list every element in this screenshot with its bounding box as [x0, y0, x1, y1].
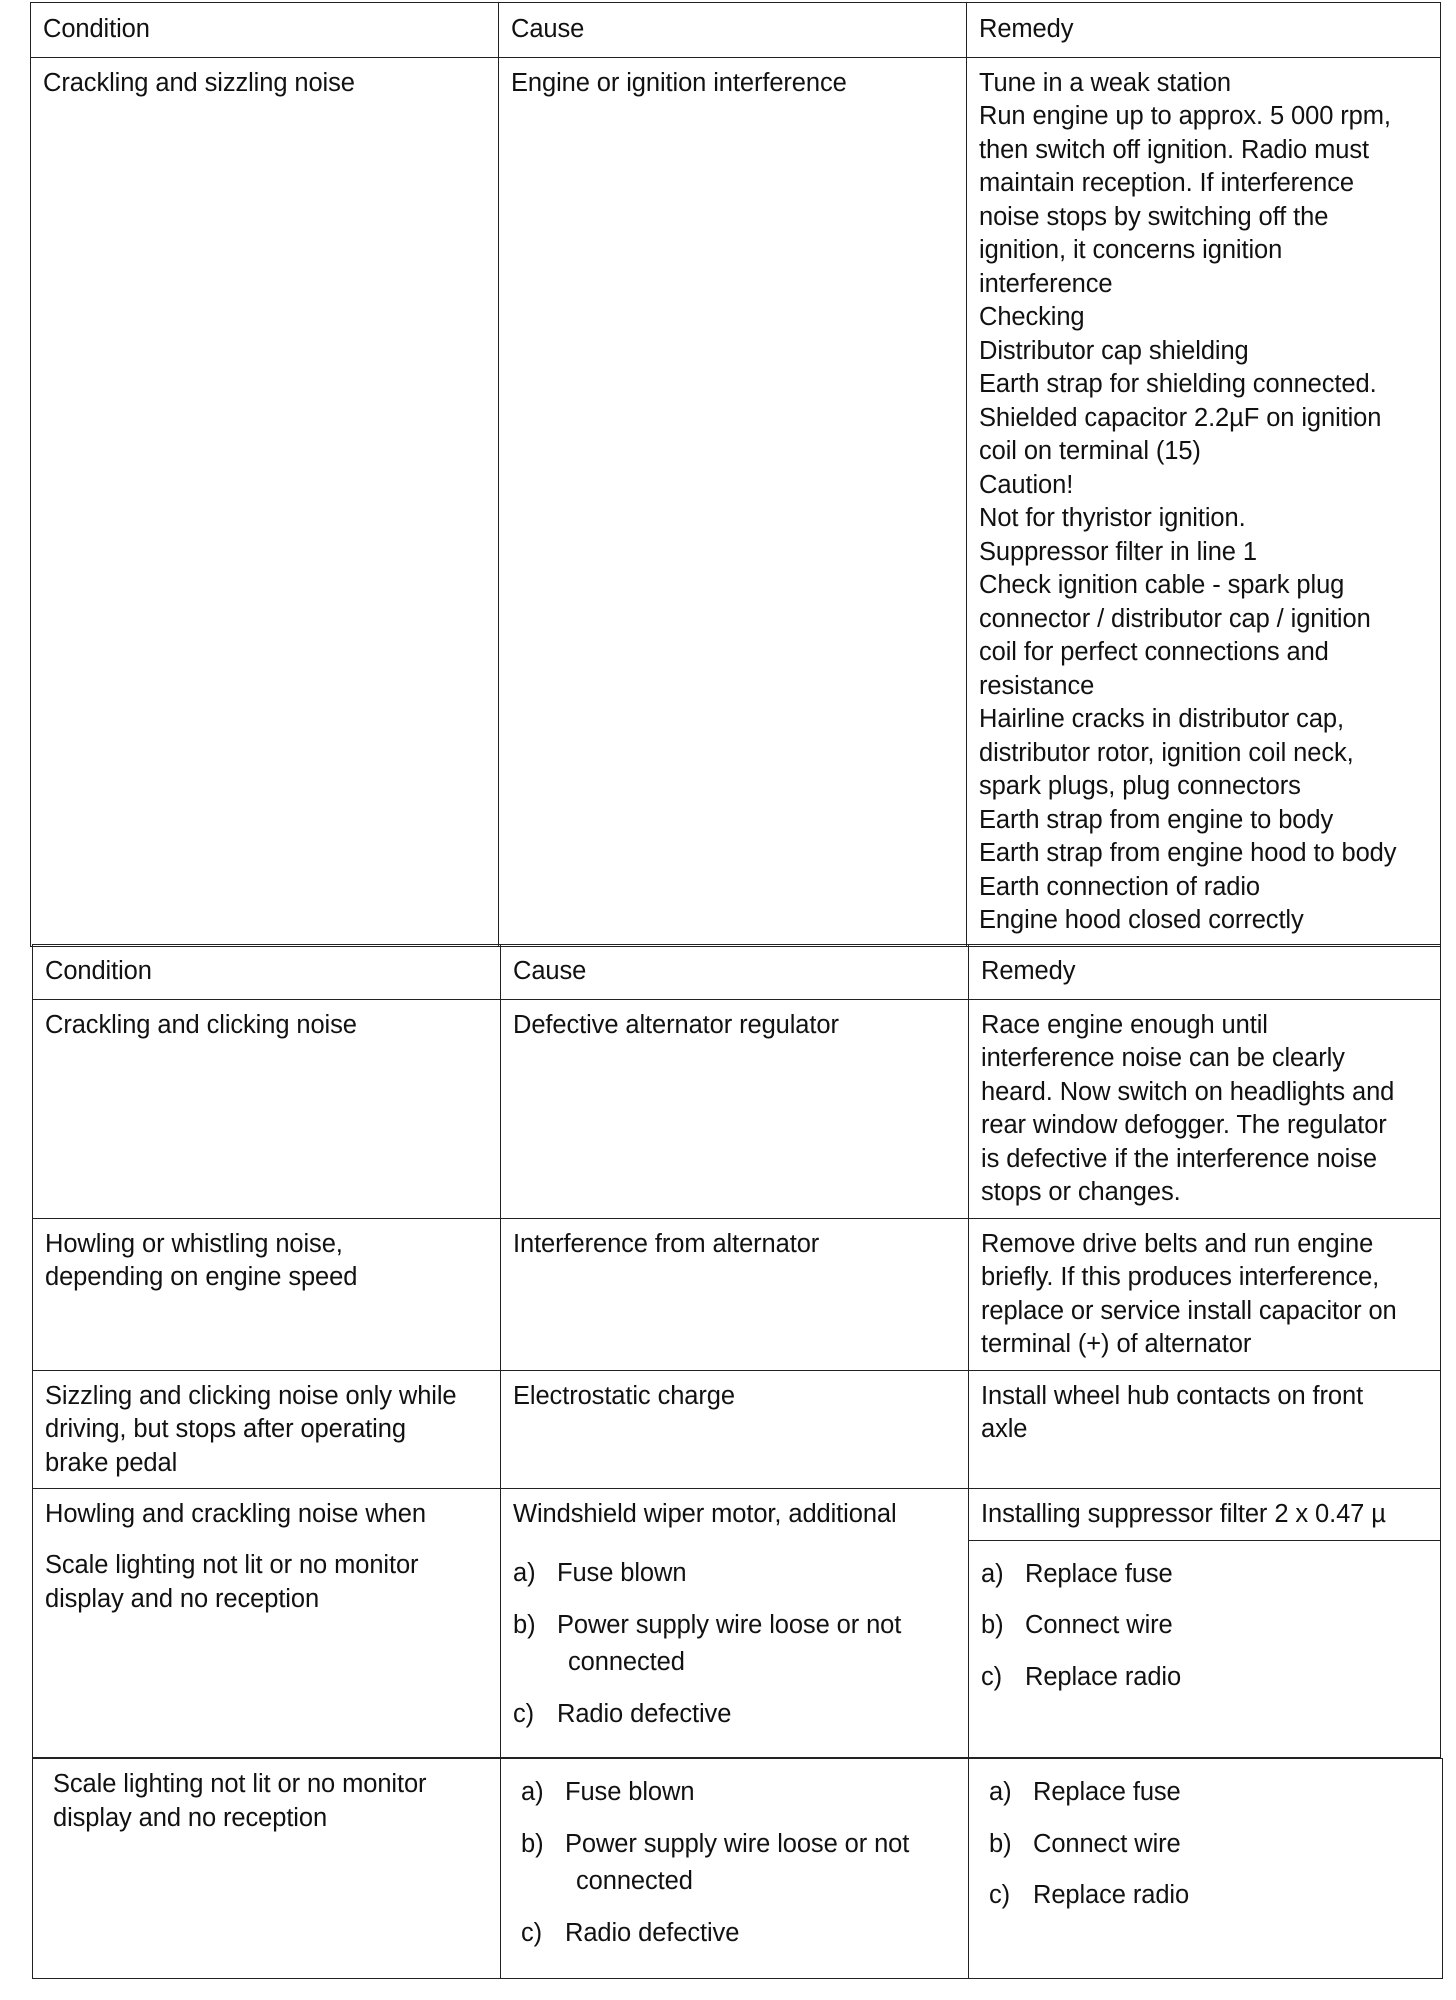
cell-line: is defective if the interference noise — [981, 1144, 1377, 1173]
remedy-line: Check ignition cable - spark plug — [979, 571, 1345, 599]
cell-line: Windshield wiper motor, additional — [513, 1500, 897, 1528]
cell-line: Howling and crackling noise when — [45, 1500, 426, 1528]
cell-line: depending on engine speed — [45, 1263, 358, 1291]
remedy-header: Remedy — [969, 945, 1441, 1000]
condition-cell — [33, 999, 501, 1218]
item-label: a) — [521, 1778, 544, 1806]
table-row — [33, 1370, 1441, 1489]
item-text: Fuse blown — [565, 1778, 695, 1806]
cell-line: rear window defogger. The regulator — [981, 1111, 1387, 1139]
troubleshooting-table-1 — [30, 2, 1441, 947]
cause-cell — [501, 1370, 969, 1489]
cell-line: Electrostatic charge — [513, 1381, 735, 1410]
cause-header: Cause — [499, 3, 967, 58]
item-label: c) — [989, 1881, 1011, 1909]
cell-line: Sizzling and clicking noise only while — [45, 1381, 457, 1410]
item-label: c) — [981, 1662, 1003, 1691]
remedy-line: Not for thyristor ignition. — [979, 504, 1246, 532]
remedy-line: interference — [979, 269, 1113, 298]
lettered-item — [521, 1776, 956, 1810]
item-text: Fuse blown — [557, 1559, 687, 1587]
cell-line: Installing suppressor filter 2 x 0.47 µ — [981, 1500, 1386, 1528]
cause-cell — [501, 1218, 969, 1370]
remedy-cell — [969, 1218, 1441, 1370]
table-row — [33, 1759, 1443, 1979]
cell-line: Install wheel hub contacts on front — [981, 1381, 1364, 1410]
remedy-cell — [969, 1759, 1443, 1979]
table-row — [33, 999, 1441, 1218]
condition-cell — [33, 1489, 501, 1541]
remedy-line: distributor rotor, ignition coil neck, — [979, 738, 1354, 767]
cell-line: axle — [981, 1415, 1028, 1443]
table-row — [33, 1218, 1441, 1370]
remedy-cell — [969, 1370, 1441, 1489]
cell-line: Scale lighting not lit or no monitor — [45, 1551, 419, 1579]
cell-line: stops or changes. — [981, 1178, 1181, 1206]
remedy-cell — [969, 1489, 1441, 1541]
item-label: b) — [981, 1611, 1004, 1639]
item-label: c) — [513, 1699, 535, 1728]
lettered-item — [521, 1917, 956, 1951]
remedy-line: Hairline cracks in distributor cap, — [979, 705, 1344, 733]
remedy-line: maintain reception. If interference — [979, 169, 1354, 197]
lettered-item — [513, 1698, 956, 1732]
item-label: a) — [513, 1559, 536, 1587]
cause-header: Cause — [501, 945, 969, 1000]
cell-line: Crackling and clicking noise — [45, 1010, 357, 1039]
item-continuation: connected — [568, 1648, 685, 1676]
item-text: Connect wire — [1025, 1611, 1173, 1639]
remedy-cell — [967, 57, 1441, 946]
condition-header: Condition — [33, 945, 501, 1000]
item-label: a) — [989, 1778, 1012, 1806]
lettered-item — [981, 1609, 1428, 1643]
cell-line: replace or service install capacitor on — [981, 1296, 1397, 1325]
item-label: b) — [513, 1610, 536, 1639]
condition-cell — [33, 1540, 501, 1758]
lettered-item — [981, 1661, 1428, 1695]
remedy-line: Tune in a weak station — [979, 68, 1232, 97]
cause-cell — [501, 1489, 969, 1541]
item-label: a) — [981, 1559, 1004, 1588]
cell-line: display and no reception — [53, 1803, 328, 1832]
remedy-line: Earth connection of radio — [979, 872, 1261, 901]
item-label: c) — [521, 1918, 543, 1947]
remedy-line: then switch off ignition. Radio must — [979, 135, 1369, 164]
cause-cell: Engine or ignition interference — [499, 57, 967, 946]
cell-line: terminal (+) of alternator — [981, 1330, 1252, 1358]
troubleshooting-table-2 — [32, 944, 1441, 1758]
item-text: Replace radio — [1033, 1881, 1190, 1909]
cell-line: briefly. If this produces interference, — [981, 1263, 1380, 1291]
item-label: b) — [989, 1829, 1012, 1858]
item-text: Radio defective — [565, 1918, 740, 1947]
remedy-header: Remedy — [967, 3, 1441, 58]
cell-line: Defective alternator regulator — [513, 1010, 839, 1039]
item-continuation: connected — [576, 1867, 693, 1895]
remedy-cell — [969, 1540, 1441, 1758]
item-text: Replace radio — [1025, 1662, 1182, 1691]
remedy-line: Earth strap from engine hood to body — [979, 839, 1397, 867]
remedy-line: Earth strap from engine to body — [979, 805, 1334, 834]
condition-header: Condition — [31, 3, 499, 58]
cell-line: Howling or whistling noise, — [45, 1229, 343, 1258]
remedy-line: coil on terminal (15) — [979, 437, 1201, 465]
remedy-line: ignition, it concerns ignition — [979, 236, 1283, 264]
item-text: Radio defective — [557, 1699, 732, 1728]
item-text: Power supply wire loose or not — [565, 1829, 910, 1858]
cause-cell — [501, 1759, 969, 1979]
cause-cell — [501, 999, 969, 1218]
remedy-line: connector / distributor cap / ignition — [979, 604, 1371, 633]
item-text: Replace fuse — [1033, 1778, 1181, 1806]
cell-line: Race engine enough until — [981, 1010, 1268, 1039]
lettered-item — [989, 1828, 1430, 1862]
lettered-item — [989, 1776, 1430, 1810]
table-header-row — [33, 945, 1441, 1000]
remedy-line: spark plugs, plug connectors — [979, 772, 1301, 800]
remedy-line: Distributor cap shielding — [979, 336, 1249, 365]
cause-cell — [501, 1540, 969, 1758]
troubleshooting-table-3 — [32, 1758, 1443, 1979]
remedy-line: coil for perfect connections and — [979, 638, 1329, 666]
condition-cell — [33, 1759, 501, 1979]
table-row — [33, 1489, 1441, 1541]
cell-line: Scale lighting not lit or no monitor — [53, 1770, 427, 1798]
cell-line: interference noise can be clearly — [981, 1044, 1345, 1072]
cell-line: driving, but stops after operating — [45, 1415, 406, 1443]
item-text: Connect wire — [1033, 1829, 1181, 1858]
cell-line: display and no reception — [45, 1584, 320, 1613]
remedy-line: Caution! — [979, 470, 1074, 499]
lettered-item — [513, 1609, 956, 1643]
cell-line: brake pedal — [45, 1448, 178, 1477]
cell-line: heard. Now switch on headlights and — [981, 1077, 1395, 1106]
remedy-line: noise stops by switching off the — [979, 202, 1329, 231]
remedy-line: Run engine up to approx. 5 000 rpm, — [979, 102, 1391, 130]
condition-cell — [33, 1370, 501, 1489]
cell-line: Remove drive belts and run engine — [981, 1229, 1374, 1258]
lettered-item — [513, 1557, 956, 1591]
remedy-line: Shielded capacitor 2.2µF on ignition — [979, 403, 1382, 432]
lettered-item — [981, 1558, 1428, 1592]
lettered-item — [521, 1828, 956, 1862]
condition-cell — [33, 1218, 501, 1370]
remedy-line: Earth strap for shielding connected. — [979, 370, 1377, 398]
remedy-cell — [969, 999, 1441, 1218]
table-row — [33, 1540, 1441, 1758]
table-row — [31, 57, 1441, 946]
remedy-line: resistance — [979, 671, 1095, 700]
condition-cell: Crackling and sizzling noise — [31, 57, 499, 946]
item-label: b) — [521, 1829, 544, 1858]
item-text: Replace fuse — [1025, 1559, 1173, 1588]
remedy-line: Engine hood closed correctly — [979, 906, 1304, 934]
cell-line: Interference from alternator — [513, 1229, 820, 1258]
remedy-line: Suppressor filter in line 1 — [979, 537, 1257, 566]
remedy-line: Checking — [979, 303, 1085, 331]
item-text: Power supply wire loose or not — [557, 1610, 902, 1639]
table-header-row — [31, 3, 1441, 58]
lettered-item — [989, 1879, 1430, 1913]
